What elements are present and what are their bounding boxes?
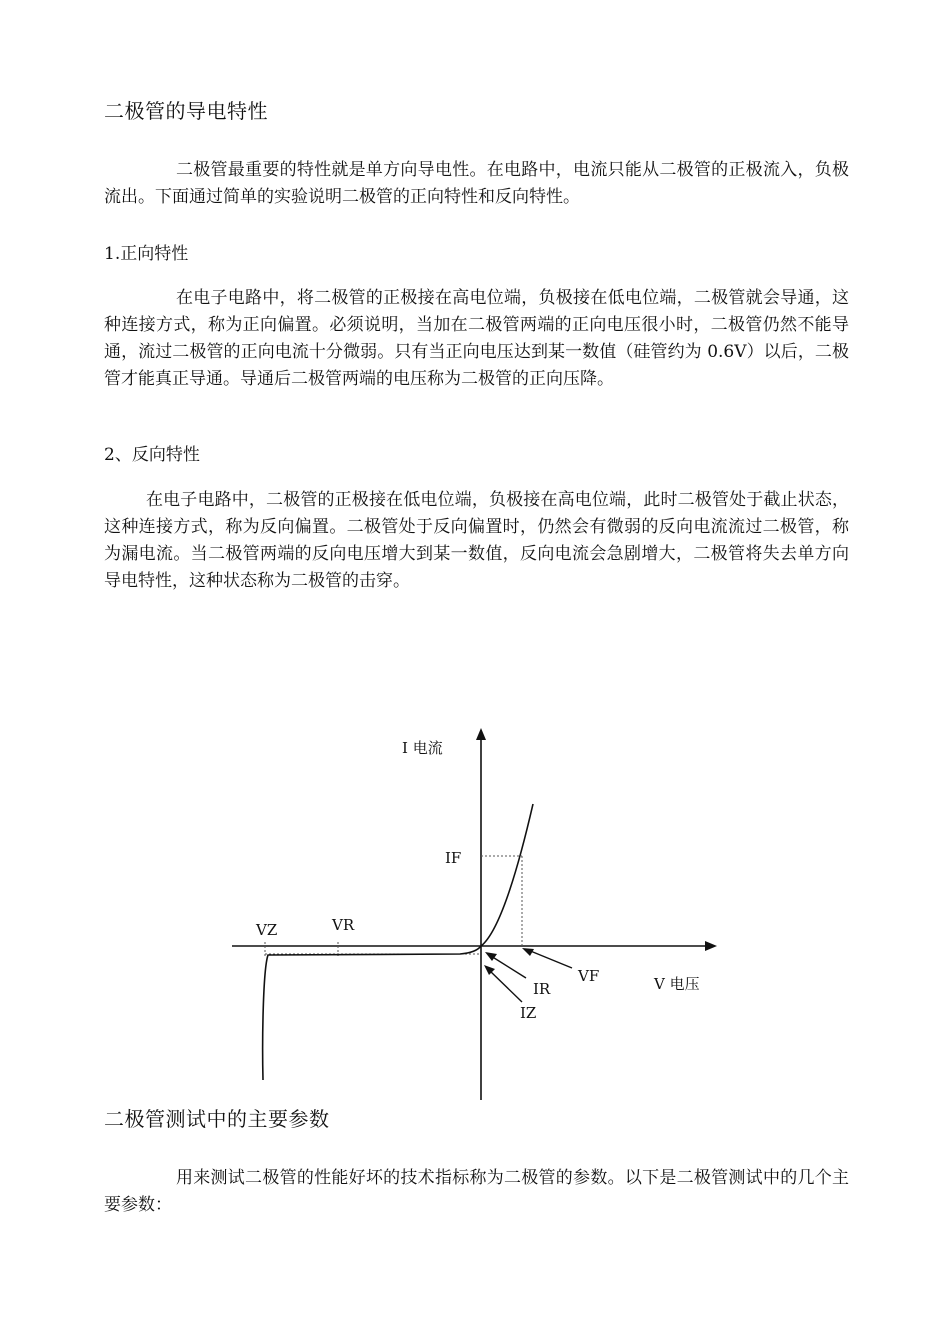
- section-heading-conduction: 二极管的导电特性: [104, 99, 268, 123]
- paragraph-parameters: 用来测试二极管的性能好坏的技术指标称为二极管的参数。以下是二极管测试中的几个主要参数：: [104, 1168, 849, 1215]
- label-vf: VF: [578, 967, 600, 985]
- paragraph-forward: 在电子电路中，将二极管的正极接在高电位端，负极接在低电位端，二极管就会导通，这种连接方式，称为正向偏置。必须说明，当加在二极管两端的正向电压很小时，二极管仍然不能导通，流过二极管的正向电流十分微弱。只有当正向电压达到某一数值（硅管约为 0.6V）以后，二极管才能真正导通。导通后二极管两端的电压称为二极管的正向压降。: [104, 288, 849, 389]
- label-vr: VR: [332, 916, 355, 934]
- vf-pointer-arrow: [522, 948, 572, 968]
- y-axis-label: I 电流: [402, 739, 443, 757]
- label-if: IF: [445, 849, 462, 867]
- label-ir: IR: [533, 980, 551, 998]
- ir-pointer-arrow: [485, 952, 526, 978]
- iz-pointer-arrow: [484, 965, 522, 1002]
- label-vz: VZ: [256, 921, 278, 939]
- y-axis-arrow: [476, 728, 486, 740]
- paragraph-reverse: 在电子电路中，二极管的正极接在低电位端，负极接在高电位端，此时二极管处于截止状态，这种连接方式，称为反向偏置。二极管处于反向偏置时，仍然会有微弱的反向电流流过二极管，称为漏电流。当二极管两端的反向电压增大到某一数值，反向电流会急剧增大，二极管将失去单方向导电特性，这种状态称为二极管的击穿。: [104, 490, 849, 591]
- subheading-reverse: 2、反向特性: [104, 445, 200, 465]
- x-axis-arrow: [705, 941, 717, 951]
- subheading-forward: 1.正向特性: [104, 244, 189, 264]
- iv-curve: [263, 804, 533, 1080]
- x-axis-label: V 电压: [654, 975, 700, 993]
- section-heading-parameters: 二极管测试中的主要参数: [104, 1107, 330, 1131]
- label-iz: IZ: [520, 1004, 537, 1022]
- diode-iv-curve-diagram: [220, 720, 730, 1105]
- paragraph-intro: 二极管最重要的特性就是单方向导电性。在电路中，电流只能从二极管的正极流入，负极流出。下面通过简单的实验说明二极管的正向特性和反向特性。: [104, 160, 849, 207]
